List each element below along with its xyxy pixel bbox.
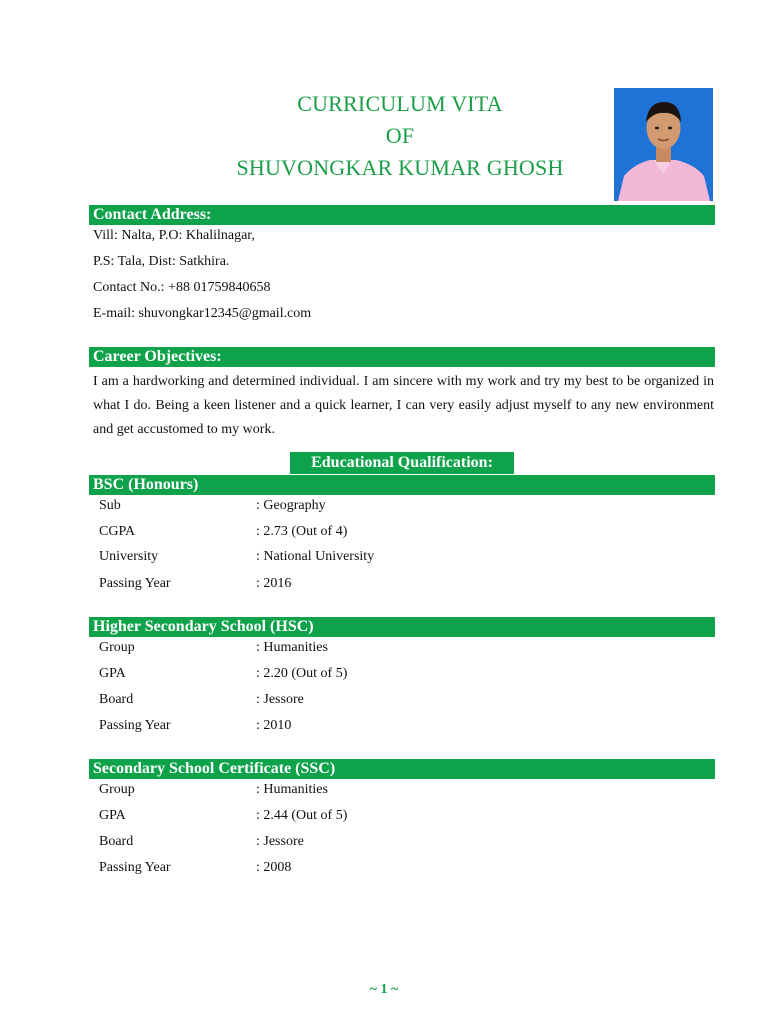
bsc-row-value: : 2.73 (Out of 4) — [256, 524, 348, 539]
hsc-row-label: Passing Year — [99, 718, 171, 733]
bsc-row-value: : 2016 — [256, 576, 292, 591]
bsc-row-value: : Geography — [256, 498, 326, 513]
contact-address-heading: Contact Address: — [89, 205, 715, 225]
hsc-row-label: Board — [99, 692, 134, 707]
hsc-row-value: : 2.20 (Out of 5) — [256, 666, 348, 681]
ssc-row-value: : Jessore — [256, 834, 304, 849]
bsc-row-label: University — [99, 549, 159, 564]
bsc-row-label: Sub — [99, 498, 121, 513]
hsc-row-value: : Jessore — [256, 692, 304, 707]
bsc-row-value: : National University — [256, 549, 375, 564]
contact-line-2: P.S: Tala, Dist: Satkhira. — [93, 254, 230, 269]
hsc-row-label: GPA — [99, 666, 126, 681]
ssc-row-label: Board — [99, 834, 134, 849]
cv-title — [190, 88, 610, 184]
hsc-heading: Higher Secondary School (HSC) — [89, 617, 715, 637]
career-objectives-heading: Career Objectives: — [89, 347, 715, 367]
hsc-row-value: : Humanities — [256, 640, 328, 655]
title-line-2: OF — [385, 123, 415, 148]
ssc-row-label: GPA — [99, 808, 126, 823]
ssc-row-value: : 2.44 (Out of 5) — [256, 808, 348, 823]
ssc-row-value: : 2008 — [256, 860, 292, 875]
hsc-row-value: : 2010 — [256, 718, 292, 733]
person-photo-icon — [614, 88, 713, 201]
profile-photo — [614, 88, 713, 201]
title-line-1: CURRICULUM VITA — [297, 91, 503, 116]
ssc-heading: Secondary School Certificate (SSC) — [89, 759, 715, 779]
bsc-row-label: Passing Year — [99, 576, 171, 591]
ssc-row-label: Group — [99, 782, 135, 797]
bsc-heading: BSC (Honours) — [89, 475, 715, 495]
page-number: ~ 1 ~ — [369, 982, 399, 997]
contact-line-1: Vill: Nalta, P.O: Khalilnagar, — [93, 228, 255, 243]
contact-email: E-mail: shuvongkar12345@gmail.com — [93, 306, 312, 321]
ssc-row-label: Passing Year — [99, 860, 171, 875]
career-objectives-text: I am a hardworking and determined individual. I am sincere with my work and try my best to be organized in what I do. Being a keen listener and a quick learner, I can very easily adjust myself to any new environment and get accustomed to my work. — [93, 374, 714, 437]
ssc-row-value: : Humanities — [256, 782, 328, 797]
educational-qualification-heading: Educational Qualification: — [290, 452, 514, 474]
bsc-row-label: CGPA — [99, 524, 136, 539]
contact-phone: Contact No.: +88 01759840658 — [93, 280, 271, 295]
title-line-3: SHUVONGKAR KUMAR GHOSH — [236, 155, 564, 180]
hsc-row-label: Group — [99, 640, 135, 655]
